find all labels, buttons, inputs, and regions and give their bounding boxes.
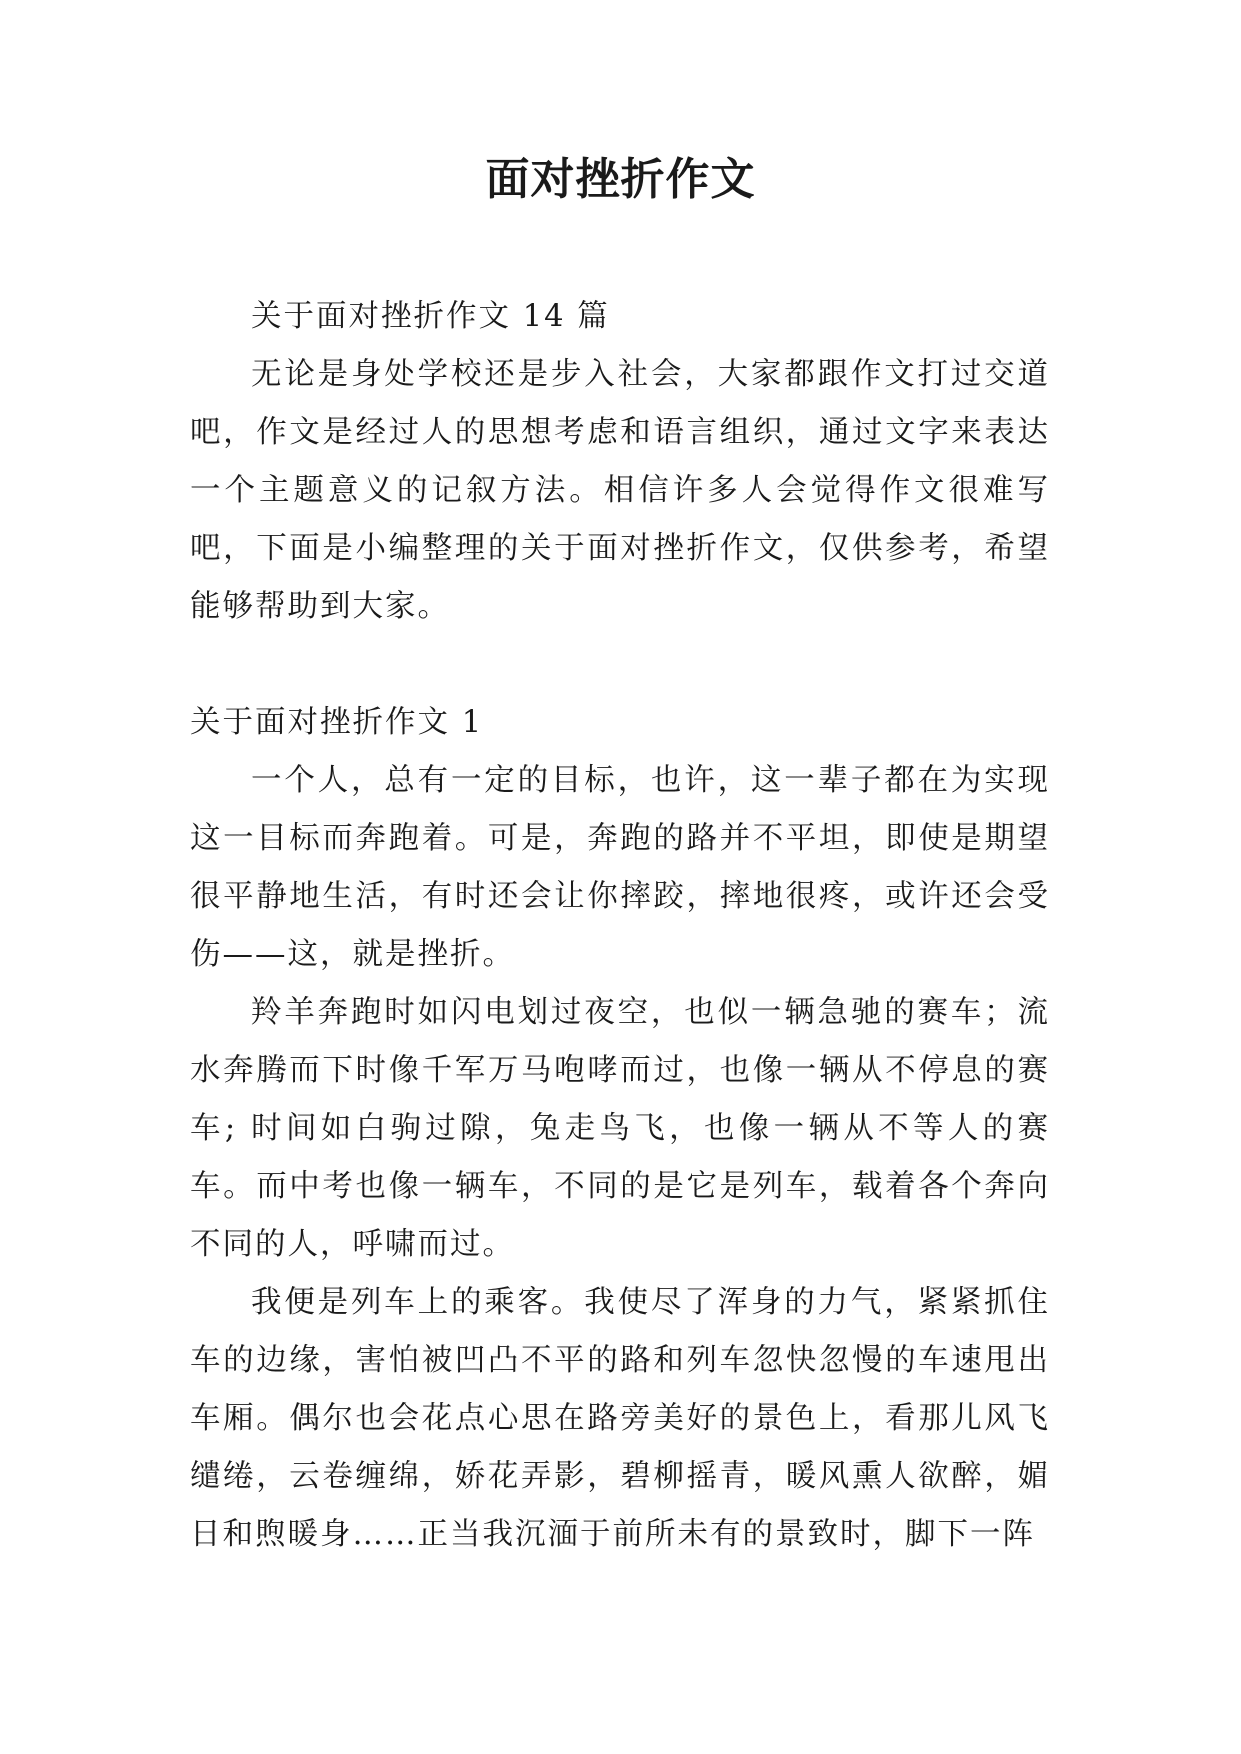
body-paragraph-2: 羚羊奔跑时如闪电划过夜空，也似一辆急驰的赛车；流水奔腾而下时像千军万马咆哮而过，也像一辆从不停息的赛车; 时间如白驹过隙，兔走鸟飞，也像一辆从不等人的赛车。而中考也像一辆车，不同的是它是列车，载着各个奔向不同的人，呼啸而过。 (190, 995, 1050, 1262)
body-paragraph-3: 我便是列车上的乘客。我使尽了浑身的力气，紧紧抓住车的边缘，害怕被凹凸不平的路和列车忽快忽慢的车速甩出车厢。偶尔也会花点心思在路旁美好的景色上，看那儿风飞缱绻，云卷缠绵，娇花弄影，碧柳摇青，暖风熏人欲醉，媚日和煦暖身……正当我沉湎于前所未有的景致时，脚下一阵 (190, 1285, 1050, 1552)
document-subtitle: 关于面对挫折作文 14 篇 (251, 299, 610, 334)
document-body (190, 288, 1050, 1564)
section-spacer (190, 636, 1050, 694)
body-paragraph-1: 一个人，总有一定的目标，也许，这一辈子都在为实现这一目标而奔跑着。可是，奔跑的路并不平坦，即使是期望很平静地生活，有时还会让你摔跤，摔地很疼，或许还会受伤——这，就是挫折。 (190, 763, 1050, 972)
document-title: 面对挫折作文 (485, 154, 756, 205)
section-heading: 关于面对挫折作文 1 (190, 705, 484, 740)
intro-paragraph: 无论是身处学校还是步入社会，大家都跟作文打过交道吧，作文是经过人的思想考虑和语言组织，通过文字来表达一个主题意义的记叙方法。相信许多人会觉得作文很难写吧，下面是小编整理的关于面对挫折作文，仅供参考，希望能够帮助到大家。 (190, 357, 1050, 624)
